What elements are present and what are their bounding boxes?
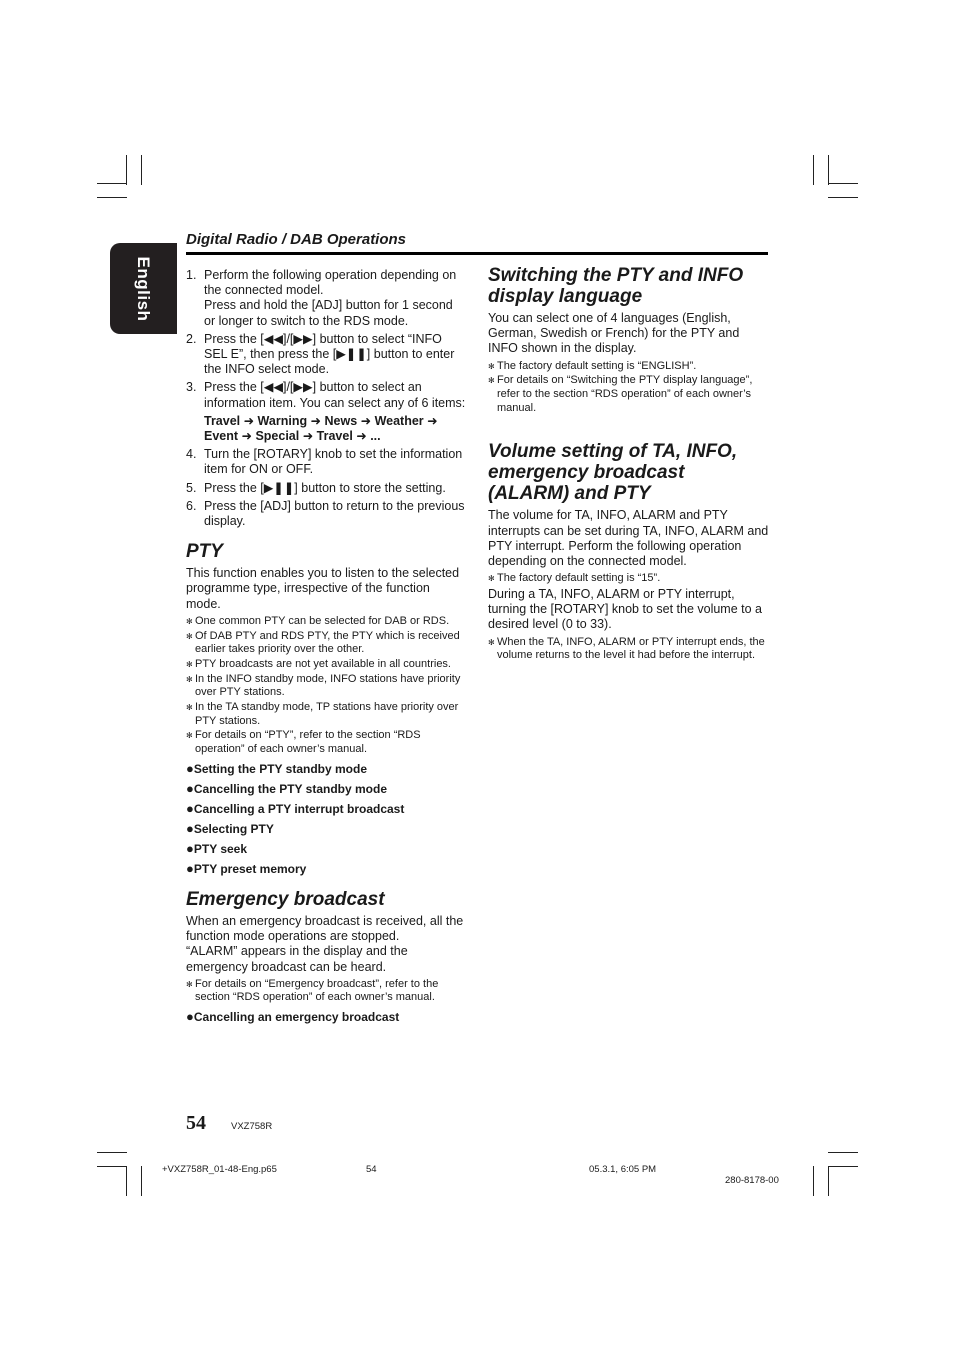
crop-mark [126,1166,127,1196]
language-tab [110,243,177,334]
volume-heading: Volume setting of TA, INFO, emergency broadcast (ALARM) and PTY [488,441,738,505]
page-number: 54 [186,1112,206,1134]
footer-code: 280-8178-00 [725,1175,779,1186]
note: ✻ For details on “Emergency broadcast”, refer to the section “RDS operation” of each owner’s manual. [186,977,439,1004]
volume-body: During a TA, INFO, ALARM or PTY interrupt, turning the [ROTARY] knob to set the volume to a desired level (0 to 33). [488,586,762,632]
right-column [488,265,770,664]
volume-intro: The volume for TA, INFO, ALARM and PTY interrupts can be set during TA, INFO, ALARM and PTY interrupt. Perform the following operation depending on the connected model. [488,508,769,569]
crop-mark [828,155,829,185]
crop-mark [828,1166,858,1167]
language-tab-label: English [134,256,153,322]
pty-heading: PTY [186,541,223,563]
note: ✻ PTY broadcasts are not yet available in all countries. [186,657,451,670]
bullet-item: ●Cancelling the PTY standby mode [186,780,388,796]
note: ✻ In the INFO standby mode, INFO stations have priority over PTY stations. [186,672,461,699]
crop-mark [828,1152,858,1153]
crop-mark [97,1166,127,1167]
emergency-heading: Emergency broadcast [186,888,385,910]
section-header: Digital Radio / DAB Operations [186,231,407,248]
crop-mark [813,155,814,185]
crop-mark [97,197,127,198]
footer-page: 54 [366,1164,377,1175]
step-2: 2. Press the [◀◀]/[▶▶] button to select “INFO SEL E”, then press the [▶❚❚] button to enter the INFO select mode. [186,331,455,377]
note: ✻ When the TA, INFO, ALARM or PTY interrupt ends, the volume returns to the level it had before the interrupt. [488,635,765,662]
crop-mark [97,183,127,184]
step-1: 1. Perform the following operation depending on the connected model. Press and hold the [ADJ] button for 1 second or longer to switch to the RDS mode. [186,268,457,328]
crop-mark [126,155,127,185]
crop-mark [97,1152,127,1153]
bullet-item: ●PTY seek [186,840,248,856]
footer-file: +VXZ758R_01-48-Eng.p65 [162,1164,277,1175]
crop-mark [828,197,858,198]
crop-mark [828,183,858,184]
step-5: 5. Press the [▶❚❚] button to store the setting. [186,480,446,495]
note: ✻ The factory default setting is “ENGLISH”. [488,359,697,372]
model-label: VXZ758R [231,1121,273,1132]
language-heading: Switching the PTY and INFO display language [488,265,744,307]
note: ✻ In the TA standby mode, TP stations have priority over PTY stations. [186,701,459,727]
left-column [186,268,466,1025]
step-3: 3. Press the [◀◀]/[▶▶] button to select an information item. You can select any of 6 items: [186,380,466,410]
language-intro: You can select one of 4 languages (English, German, Swedish or French) for the PTY and INFO shown in the display. [488,311,740,356]
crop-mark [141,1166,142,1196]
note: ✻ For details on “PTY”, refer to the section “RDS operation” of each owner’s manual. [186,729,421,756]
note: ✻ One common PTY can be selected for DAB or RDS. [186,614,450,627]
pty-intro: This function enables you to listen to the selected programme type, irrespective of the function mode. [186,566,460,611]
note: ✻ For details on “Switching the PTY display language”, refer to the section “RDS operation” of each owner’s manual. [488,374,753,414]
crop-mark [813,1166,814,1196]
crop-mark [141,155,142,185]
bullet-item: ●Selecting PTY [186,820,274,836]
step-4: 4. Turn the [ROTARY] knob to set the information item for ON or OFF. [186,447,463,477]
header-rule [186,252,768,255]
bullet-item: ●PTY preset memory [186,860,307,876]
emergency-intro: When an emergency broadcast is received, all the function mode operations are stopped. “ALARM” appears in the display and the emergency broadcast can be heard. [186,913,464,974]
note: ✻ The factory default setting is “15”. [488,572,661,585]
step-6: 6. Press the [ADJ] button to return to the previous display. [186,498,465,529]
crop-mark [828,1166,829,1196]
bullet-item: ●Cancelling an emergency broadcast [186,1009,400,1025]
info-items-sequence: Travel ➜ Warning ➜ News ➜ Weather ➜ Event ➜ Special ➜ Travel ➜ ... [204,413,438,444]
bullet-item: ●Cancelling a PTY interrupt broadcast [186,800,405,816]
note: ✻ Of DAB PTY and RDS PTY, the PTY which is received earlier takes priority over the other. [186,629,460,656]
footer-date: 05.3.1, 6:05 PM [589,1164,657,1175]
bullet-item: ●Setting the PTY standby mode [186,760,367,776]
